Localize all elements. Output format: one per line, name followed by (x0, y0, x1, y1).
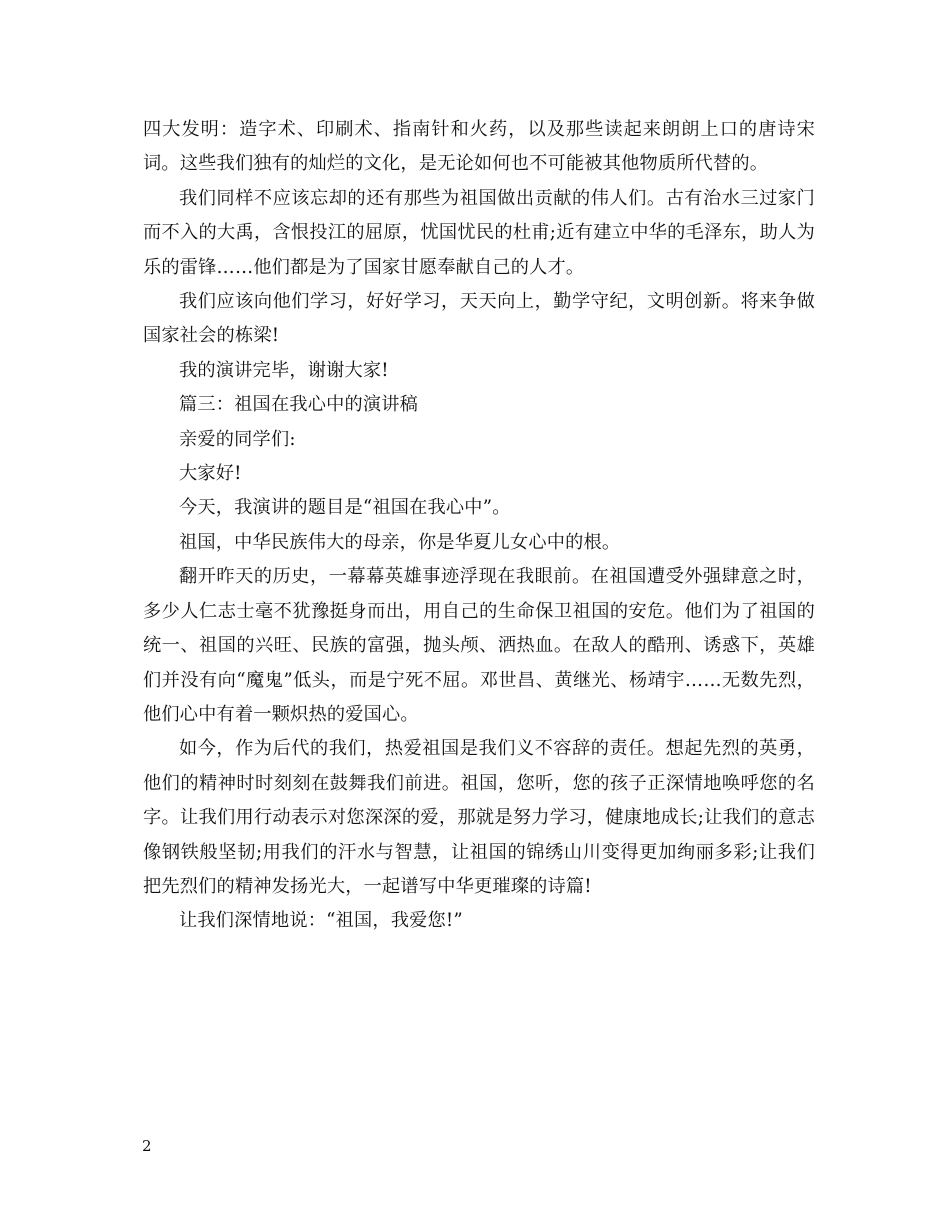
paragraph-history: 翻开昨天的历史，一幕幕英雄事迹浮现在我眼前。在祖国遭受外强肆意之时，多少人仁志士毫不犹豫挺身而出，用自己的生命保卫祖国的安危。他们为了祖国的统一、祖国的兴旺、民族的富强，抛头颅、洒热血。在敌人的酷刑、诱惑下，英雄们并没有向“魔鬼”低头，而是宁死不屈。邓世昌、黄继光、杨靖宇……无数先烈，他们心中有着一颗炽热的爱国心。 (143, 566, 815, 725)
page-number: 2 (142, 1137, 152, 1155)
paragraph-continued: 四大发明：造字术、印刷术、指南针和火药，以及那些读起来朗朗上口的唐诗宋词。这些我们独有的灿烂的文化，是无论如何也不可能被其他物质所代替的。 (143, 119, 815, 175)
section-heading: 篇三：祖国在我心中的演讲稿 (179, 394, 419, 416)
paragraph-speech-end: 我的演讲完毕，谢谢大家! (179, 359, 389, 381)
paragraph-topic: 今天，我演讲的题目是“祖国在我心中”。 (179, 497, 511, 519)
paragraph-salutation: 亲爱的同学们: (179, 428, 296, 450)
paragraph-motherland: 祖国，中华民族伟大的母亲，你是华夏儿女心中的根。 (179, 531, 621, 553)
document-body (143, 113, 815, 939)
paragraph-great-people: 我们同样不应该忘却的还有那些为祖国做出贡献的伟人们。古有治水三过家门而不入的大禹，含恨投江的屈原，忧国忧民的杜甫;近有建立中华的毛泽东，助人为乐的雷锋……他们都是为了国家甘愿奉献自己的人才。 (143, 187, 815, 278)
paragraph-learn-from-them: 我们应该向他们学习，好好学习，天天向上，勤学守纪，文明创新。将来争做国家社会的栋梁! (143, 291, 815, 347)
paragraph-today: 如今，作为后代的我们，热爱祖国是我们义不容辞的责任。想起先烈的英勇，他们的精神时时刻刻在鼓舞我们前进。祖国，您听，您的孩子正深情地唤呼您的名字。让我们用行动表示对您深深的爱，那就是努力学习，健康地成长;让我们的意志像钢铁般坚韧;用我们的汗水与智慧，让祖国的锦绣山川变得更加绚丽多彩;让我们把先烈们的精神发扬光大，一起谱写中华更璀璨的诗篇! (143, 738, 815, 897)
paragraph-greeting: 大家好! (179, 463, 242, 485)
paragraph-closing: 让我们深情地说：“祖国，我爱您!” (179, 910, 463, 932)
